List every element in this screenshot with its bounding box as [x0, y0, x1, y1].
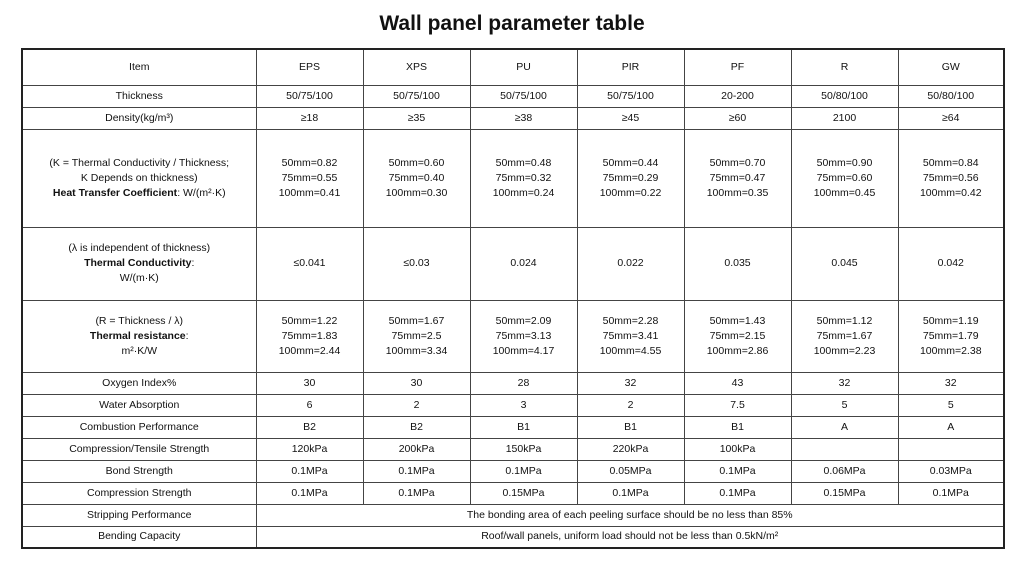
row-stripping-performance — [22, 504, 1004, 526]
table-cell: 32 — [791, 372, 898, 394]
table-cell: 28 — [470, 372, 577, 394]
table-cell: 0.1MPa — [256, 460, 363, 482]
table-cell: 0.1MPa — [363, 460, 470, 482]
label-colon: : — [185, 329, 189, 342]
label-line — [25, 329, 254, 344]
table-cell: 3 — [470, 394, 577, 416]
label-colon: : — [191, 257, 195, 269]
table-cell: 0.022 — [577, 227, 684, 300]
table-cell: ≥35 — [363, 107, 470, 129]
cell-line: 50mm=0.84 — [922, 156, 979, 169]
table-cell: 200kPa — [363, 438, 470, 460]
cell-line: 100mm=2.86 — [706, 344, 769, 357]
cell-line: 75mm=2.15 — [709, 329, 766, 342]
table-cell — [791, 300, 898, 372]
cell-line: 50mm=0.70 — [709, 156, 766, 169]
table-cell: A — [791, 416, 898, 438]
label-line — [25, 186, 254, 201]
label-bold: Thermal Conductivity — [84, 257, 192, 269]
row-label: Oxygen Index% — [22, 372, 256, 394]
cell-line: 75mm=0.55 — [281, 171, 338, 184]
header-item: Item — [22, 49, 256, 85]
cell-line: 100mm=0.41 — [278, 186, 341, 199]
cell-line: 75mm=0.47 — [709, 171, 766, 184]
row-label: Stripping Performance — [22, 504, 256, 526]
table-cell — [256, 129, 363, 227]
table-cell — [577, 300, 684, 372]
label-bold: Thermal resistance — [89, 329, 186, 342]
table-cell: 0.1MPa — [684, 460, 791, 482]
table-cell — [898, 300, 1004, 372]
table-cell: 32 — [577, 372, 684, 394]
table-cell — [470, 300, 577, 372]
table-cell: 30 — [363, 372, 470, 394]
row-label — [22, 129, 256, 227]
cell-line: 75mm=3.41 — [602, 329, 659, 342]
cell-line: 50mm=0.44 — [602, 156, 659, 169]
header-eps: EPS — [256, 49, 363, 85]
table-cell: ≤0.041 — [256, 227, 363, 300]
table-cell: 0.045 — [791, 227, 898, 300]
label-line: (K = Thermal Conductivity / Thickness; — [49, 156, 230, 169]
label-unit: m²·K/W — [121, 344, 158, 357]
row-bending-capacity — [22, 526, 1004, 548]
label-unit: W/(m·K) — [119, 272, 159, 284]
table-cell — [577, 129, 684, 227]
table-cell: 50/80/100 — [791, 85, 898, 107]
cell-line: 100mm=2.44 — [278, 344, 341, 357]
row-thickness — [22, 85, 1004, 107]
header-pu: PU — [470, 49, 577, 85]
table-cell: 6 — [256, 394, 363, 416]
table-cell: 0.03MPa — [898, 460, 1004, 482]
table-cell: 20-200 — [684, 85, 791, 107]
table-cell: 0.1MPa — [256, 482, 363, 504]
table-cell — [684, 300, 791, 372]
cell-line: 100mm=4.17 — [492, 344, 555, 357]
cell-line: 50mm=0.90 — [816, 156, 873, 169]
cell-line: 75mm=0.40 — [388, 171, 445, 184]
table-cell: 50/75/100 — [363, 85, 470, 107]
row-combustion-performance — [22, 416, 1004, 438]
cell-line: 75mm=2.5 — [391, 329, 442, 342]
table-cell: ≤0.03 — [363, 227, 470, 300]
cell-line: 50mm=1.67 — [388, 314, 445, 327]
cell-line: 75mm=1.79 — [922, 329, 979, 342]
header-gw: GW — [898, 49, 1004, 85]
cell-line: 100mm=4.55 — [599, 344, 662, 357]
label-bold: Heat Transfer Coefficient — [52, 186, 178, 199]
header-xps: XPS — [363, 49, 470, 85]
table-cell: 0.1MPa — [577, 482, 684, 504]
row-compression-strength — [22, 482, 1004, 504]
table-cell: 7.5 — [684, 394, 791, 416]
table-cell: 0.1MPa — [684, 482, 791, 504]
table-cell — [256, 300, 363, 372]
cell-line: 50mm=0.48 — [495, 156, 552, 169]
row-label: Bond Strength — [22, 460, 256, 482]
cell-line: 100mm=0.42 — [919, 186, 982, 199]
cell-line: 100mm=2.38 — [919, 344, 982, 357]
table-cell: B2 — [256, 416, 363, 438]
table-cell — [791, 438, 898, 460]
table-cell: 50/80/100 — [898, 85, 1004, 107]
row-thermal-resistance — [22, 300, 1004, 372]
table-cell — [791, 129, 898, 227]
row-label: Thickness — [22, 85, 256, 107]
table-cell: 0.15MPa — [470, 482, 577, 504]
row-label: Density(kg/m³) — [22, 107, 256, 129]
cell-line: 100mm=0.30 — [385, 186, 448, 199]
cell-line: 75mm=1.67 — [816, 329, 873, 342]
table-cell: 32 — [898, 372, 1004, 394]
table-cell: 100kPa — [684, 438, 791, 460]
table-cell: 0.035 — [684, 227, 791, 300]
cell-line: 50mm=2.09 — [495, 314, 552, 327]
table-cell: 2 — [363, 394, 470, 416]
page-title: Wall panel parameter table — [379, 12, 645, 35]
header-pf: PF — [684, 49, 791, 85]
table-cell: 30 — [256, 372, 363, 394]
row-heat-transfer-coefficient — [22, 129, 1004, 227]
row-label: Combustion Performance — [22, 416, 256, 438]
table-cell: A — [898, 416, 1004, 438]
table-cell: 0.024 — [470, 227, 577, 300]
label-line — [25, 256, 254, 271]
table-cell: 50/75/100 — [256, 85, 363, 107]
table-cell: ≥60 — [684, 107, 791, 129]
row-thermal-conductivity — [22, 227, 1004, 300]
cell-line: 50mm=0.82 — [281, 156, 338, 169]
label-line: K Depends on thickness) — [80, 171, 198, 184]
row-label: Compression Strength — [22, 482, 256, 504]
table-cell: 0.05MPa — [577, 460, 684, 482]
cell-line: 100mm=0.22 — [599, 186, 662, 199]
table-cell — [363, 129, 470, 227]
table-cell: 50/75/100 — [470, 85, 577, 107]
table-cell — [363, 300, 470, 372]
table-cell — [898, 438, 1004, 460]
row-water-absorption — [22, 394, 1004, 416]
table-cell: 5 — [898, 394, 1004, 416]
cell-line: 75mm=3.13 — [495, 329, 552, 342]
table-cell: ≥38 — [470, 107, 577, 129]
row-label — [22, 227, 256, 300]
table-cell — [470, 129, 577, 227]
table-cell: 150kPa — [470, 438, 577, 460]
table-header-row — [22, 49, 1004, 85]
table-cell: B2 — [363, 416, 470, 438]
cell-line: 50mm=1.43 — [709, 314, 766, 327]
cell-line: 100mm=0.24 — [492, 186, 555, 199]
table-cell: 0.1MPa — [363, 482, 470, 504]
cell-line: 100mm=0.45 — [813, 186, 876, 199]
cell-line: 100mm=3.34 — [385, 344, 448, 357]
header-r: R — [791, 49, 898, 85]
cell-line: 100mm=0.35 — [706, 186, 769, 199]
cell-line: 100mm=2.23 — [813, 344, 876, 357]
label-line: (R = Thickness / λ) — [95, 314, 184, 327]
cell-line: 50mm=0.60 — [388, 156, 445, 169]
table-cell: 2 — [577, 394, 684, 416]
row-label: Water Absorption — [22, 394, 256, 416]
table-cell: 120kPa — [256, 438, 363, 460]
row-bond-strength — [22, 460, 1004, 482]
cell-line: 75mm=0.29 — [602, 171, 659, 184]
label-line: (λ is independent of thickness) — [68, 242, 211, 254]
table-cell: 43 — [684, 372, 791, 394]
table-cell: 5 — [791, 394, 898, 416]
cell-line: 50mm=1.22 — [281, 314, 338, 327]
merged-cell: The bonding area of each peeling surface should be no less than 85% — [256, 504, 1004, 526]
table-cell: ≥18 — [256, 107, 363, 129]
table-cell: 2100 — [791, 107, 898, 129]
cell-line: 75mm=0.60 — [816, 171, 873, 184]
table-cell: ≥45 — [577, 107, 684, 129]
table-cell: B1 — [470, 416, 577, 438]
table-cell: 0.1MPa — [470, 460, 577, 482]
table-cell — [684, 129, 791, 227]
cell-line: 75mm=1.83 — [281, 329, 338, 342]
table-cell: 50/75/100 — [577, 85, 684, 107]
cell-line: 50mm=1.12 — [816, 314, 873, 327]
table-cell: B1 — [577, 416, 684, 438]
table-cell — [898, 129, 1004, 227]
wall-panel-parameter-table — [21, 48, 1005, 549]
row-label: Bending Capacity — [22, 526, 256, 548]
merged-cell: Roof/wall panels, uniform load should not be less than 0.5kN/m² — [256, 526, 1004, 548]
cell-line: 75mm=0.56 — [922, 171, 979, 184]
label-unit: : W/(m²·K) — [177, 186, 226, 199]
table-cell: 0.1MPa — [898, 482, 1004, 504]
cell-line: 50mm=2.28 — [602, 314, 659, 327]
row-density — [22, 107, 1004, 129]
table-cell: 220kPa — [577, 438, 684, 460]
table-cell: ≥64 — [898, 107, 1004, 129]
cell-line: 50mm=1.19 — [922, 314, 979, 327]
table-cell: 0.15MPa — [791, 482, 898, 504]
row-label: Compression/Tensile Strength — [22, 438, 256, 460]
table-cell: B1 — [684, 416, 791, 438]
table-cell: 0.042 — [898, 227, 1004, 300]
row-compression-tensile-strength — [22, 438, 1004, 460]
row-label — [22, 300, 256, 372]
header-pir: PIR — [577, 49, 684, 85]
cell-line: 75mm=0.32 — [495, 171, 552, 184]
row-oxygen-index — [22, 372, 1004, 394]
table-cell: 0.06MPa — [791, 460, 898, 482]
